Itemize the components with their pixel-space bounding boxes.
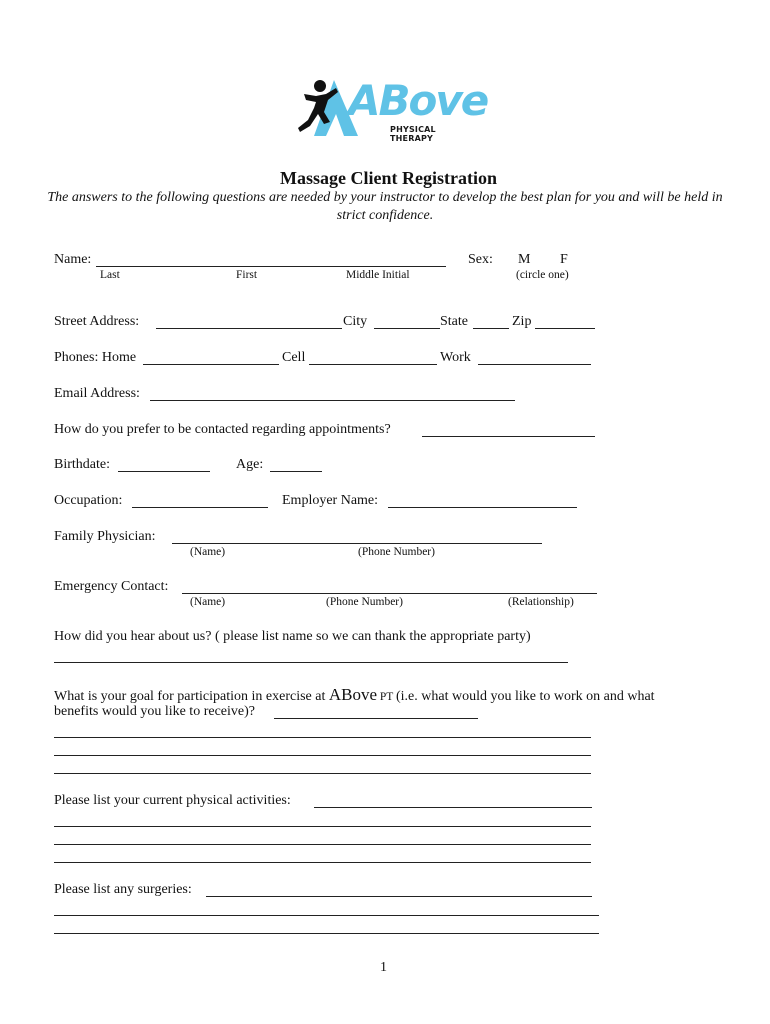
- occupation-line[interactable]: [132, 507, 268, 508]
- age-line[interactable]: [270, 471, 322, 472]
- sex-note: (circle one): [516, 269, 569, 281]
- city-line[interactable]: [374, 328, 440, 329]
- emergency-sub-phone: (Phone Number): [326, 596, 403, 608]
- goal-label-c: (i.e. what would you like to work on and what: [396, 689, 655, 704]
- name-sub-last: Last: [100, 269, 120, 281]
- surgeries-line-1[interactable]: [54, 915, 599, 916]
- goal-question-line2: benefits would you like to receive)?: [54, 704, 255, 719]
- referral-line[interactable]: [54, 662, 568, 663]
- physician-sub-name: (Name): [190, 546, 226, 558]
- activities-label: Please list your current physical activities:: [54, 793, 291, 808]
- contact-preference-line[interactable]: [422, 436, 595, 437]
- physician-label: Family Physician:: [54, 529, 156, 544]
- physician-sub-phone: (Phone Number): [358, 546, 435, 558]
- goal-question-line1: [54, 685, 655, 705]
- referral-question: How did you hear about us? ( please list name so we can thank the appropriate party): [54, 629, 531, 644]
- employer-label: Employer Name:: [282, 493, 379, 508]
- email-line[interactable]: [150, 400, 515, 401]
- goal-brand: ABove: [328, 685, 378, 704]
- sex-option-f[interactable]: F: [560, 252, 568, 267]
- birthdate-line[interactable]: [118, 471, 210, 472]
- activities-line-2[interactable]: [54, 844, 591, 845]
- phone-home-line[interactable]: [143, 364, 279, 365]
- goal-label-a: What is your goal for participation in exercise at: [54, 689, 329, 704]
- zip-line[interactable]: [535, 328, 595, 329]
- phone-cell-line[interactable]: [309, 364, 437, 365]
- activities-line-inline[interactable]: [314, 807, 592, 808]
- street-address-label: Street Address:: [54, 314, 140, 329]
- birthdate-label: Birthdate:: [54, 457, 110, 472]
- employer-line[interactable]: [388, 507, 577, 508]
- physician-line[interactable]: [172, 543, 542, 544]
- phone-home-label: Phones: Home: [54, 350, 137, 365]
- street-address-line[interactable]: [156, 328, 342, 329]
- name-sub-middle: Middle Initial: [346, 269, 410, 281]
- occupation-label: Occupation:: [54, 493, 123, 508]
- contact-preference-label: How do you prefer to be contacted regarding appointments?: [54, 422, 391, 437]
- intro-text: The answers to the following questions are needed by your instructor to develop the best plan for you and will be held in strict confidence.: [47, 190, 723, 223]
- goal-line-3[interactable]: [54, 773, 591, 774]
- activities-line-1[interactable]: [54, 826, 591, 827]
- surgeries-label: Please list any surgeries:: [54, 882, 192, 897]
- emergency-sub-relationship: (Relationship): [508, 596, 574, 608]
- emergency-sub-name: (Name): [190, 596, 226, 608]
- phone-cell-label: Cell: [282, 350, 306, 365]
- name-sub-first: First: [236, 269, 258, 281]
- page-number: 1: [380, 960, 387, 975]
- goal-line-inline[interactable]: [274, 718, 478, 719]
- sex-option-m[interactable]: M: [518, 252, 531, 267]
- zip-label: Zip: [512, 314, 532, 329]
- state-line[interactable]: [473, 328, 509, 329]
- goal-line-2[interactable]: [54, 755, 591, 756]
- emergency-contact-label: Emergency Contact:: [54, 579, 169, 594]
- goal-line-1[interactable]: [54, 737, 591, 738]
- logo-tagline: PHYSICAL THERAPY: [390, 125, 436, 143]
- surgeries-line-inline[interactable]: [206, 896, 592, 897]
- age-label: Age:: [236, 457, 264, 472]
- goal-label-b: PT: [377, 691, 396, 703]
- surgeries-line-2[interactable]: [54, 933, 599, 934]
- activities-line-3[interactable]: [54, 862, 591, 863]
- logo-brand-text: ABove: [348, 76, 488, 125]
- name-label: Name:: [54, 252, 92, 267]
- city-label: City: [343, 314, 368, 329]
- state-label: State: [440, 314, 468, 329]
- phone-work-label: Work: [440, 350, 471, 365]
- form-title: Massage Client Registration: [280, 168, 497, 188]
- sex-label: Sex:: [468, 252, 493, 267]
- email-label: Email Address:: [54, 386, 140, 401]
- phone-work-line[interactable]: [478, 364, 591, 365]
- emergency-contact-line[interactable]: [182, 593, 597, 594]
- name-field-line[interactable]: [96, 266, 446, 267]
- above-logo: [296, 74, 488, 143]
